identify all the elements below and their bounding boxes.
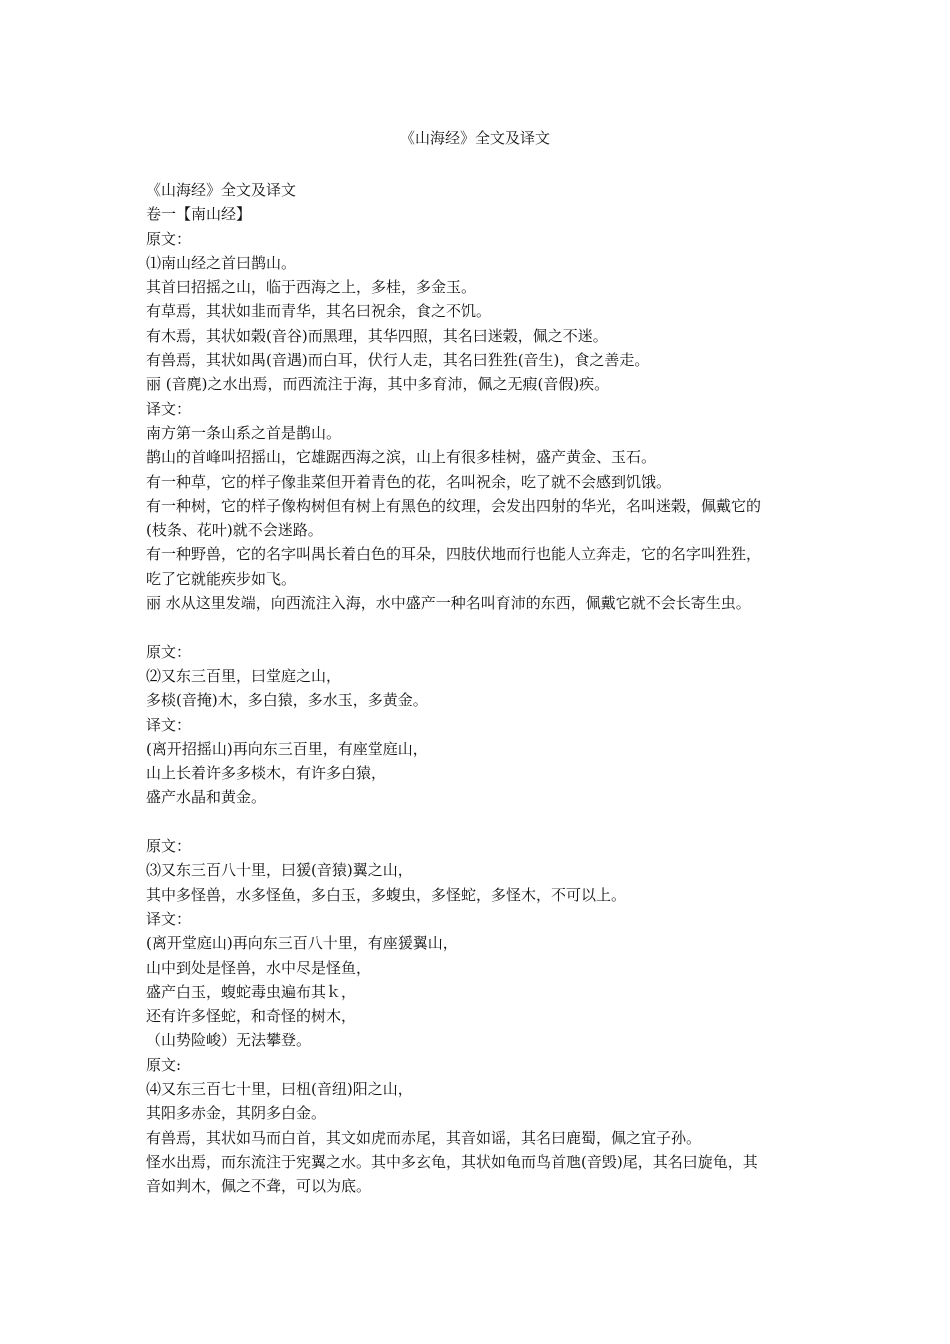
text-line: 山中到处是怪兽，水中尽是怪鱼，	[146, 958, 372, 977]
text-line: 音如判木，佩之不聋，可以为底。	[146, 1177, 372, 1196]
document-body	[146, 178, 811, 1198]
text-line: ⑷又东三百七十里，曰杻(音纽)阳之山，	[146, 1079, 413, 1098]
text-line: ⑴南山经之首曰鹊山。	[146, 253, 297, 272]
text-line: 其阳多赤金，其阴多白金。	[146, 1104, 327, 1123]
text-line: 还有许多怪蛇，和奇怪的树木，	[146, 1007, 357, 1026]
text-line: 译文：	[146, 715, 192, 734]
text-line: 《山海经》全文及译文	[146, 181, 297, 199]
blank-line	[146, 810, 811, 834]
text-line: 卷一【南山经】	[146, 205, 252, 224]
text-line: 其中多怪兽，水多怪鱼，多白玉，多蝮虫，多怪蛇，多怪木，不可以上。	[146, 885, 627, 904]
text-line: 多棪(音掩)木，多白猿，多水玉，多黄金。	[146, 691, 428, 710]
text-line: 有兽焉，其状如马而白首，其文如虎而赤尾，其音如谣，其名曰鹿蜀，佩之宜子孙。	[146, 1128, 702, 1147]
text-line: 有一种树，它的样子像构树但有树上有黑色的纹理，会发出四射的华光，名叫迷榖，佩戴它的	[146, 496, 762, 515]
text-line: 吃了它就能疾步如飞。	[146, 569, 297, 588]
text-line: 有草焉，其状如韭而青华，其名曰祝余，食之不饥。	[146, 302, 492, 321]
text-line: 有一种草，它的样子像韭菜但开着青色的花，名叫祝余，吃了就不会感到饥饿。	[146, 472, 672, 491]
text-line: 南方第一条山系之首是鹊山。	[146, 423, 342, 442]
document-title: 《山海经》全文及译文	[399, 129, 550, 147]
text-line: 原文：	[146, 229, 192, 248]
text-line: 原文：	[146, 642, 192, 661]
text-line: （山势险峻）无法攀登。	[146, 1031, 312, 1050]
text-line: ⑶又东三百八十里，曰猨(音猿)翼之山，	[146, 861, 413, 880]
text-line: 有木焉，其状如榖(音谷)而黑理，其华四照，其名曰迷榖，佩之不迷。	[146, 326, 608, 345]
blank-line	[146, 615, 811, 639]
text-line: 丽 (音麂)之水出焉，而西流注于海，其中多育沛，佩之无瘕(音假)疾。	[146, 375, 610, 394]
text-line: 丽 水从这里发端，向西流注入海，水中盛产一种名叫育沛的东西，佩戴它就不会长寄生虫。	[146, 594, 751, 613]
text-line: 原文：	[146, 837, 192, 856]
text-line: 鹊山的首峰叫招摇山，它雄踞西海之滨，山上有很多桂树，盛产黄金、玉石。	[146, 448, 657, 467]
text-line: (枝条、花叶)就不会迷路。	[146, 521, 323, 540]
text-line: 怪水出焉，而东流注于宪翼之水。其中多玄龟，其状如龟而鸟首虺(音毁)尾，其名曰旋龟，其	[146, 1152, 758, 1171]
text-line: 原文:	[146, 1055, 182, 1074]
text-line: 译文：	[146, 909, 192, 928]
text-line: (离开招摇山)再向东三百里，有座堂庭山，	[146, 739, 428, 758]
text-line: 译文：	[146, 399, 192, 418]
text-line: 盛产白玉，蝮蛇毒虫遍布其ｋ，	[146, 982, 357, 1001]
text-line: 有一种野兽，它的名字叫禺长着白色的耳朵，四肢伏地而行也能人立奔走，它的名字叫狌狌，	[146, 545, 762, 564]
text-line: (离开堂庭山)再向东三百八十里，有座猨翼山，	[146, 934, 458, 953]
text-line: 其首曰招摇之山，临于西海之上，多桂，多金玉。	[146, 278, 477, 297]
text-line: 盛产水晶和黄金。	[146, 788, 267, 807]
text-line: 山上长着许多多棪木，有许多白猿，	[146, 764, 387, 783]
text-line: ⑵又东三百里，曰堂庭之山，	[146, 666, 342, 685]
text-line: 有兽焉，其状如禺(音遇)而白耳，伏行人走，其名曰狌狌(音生)，食之善走。	[146, 351, 650, 370]
